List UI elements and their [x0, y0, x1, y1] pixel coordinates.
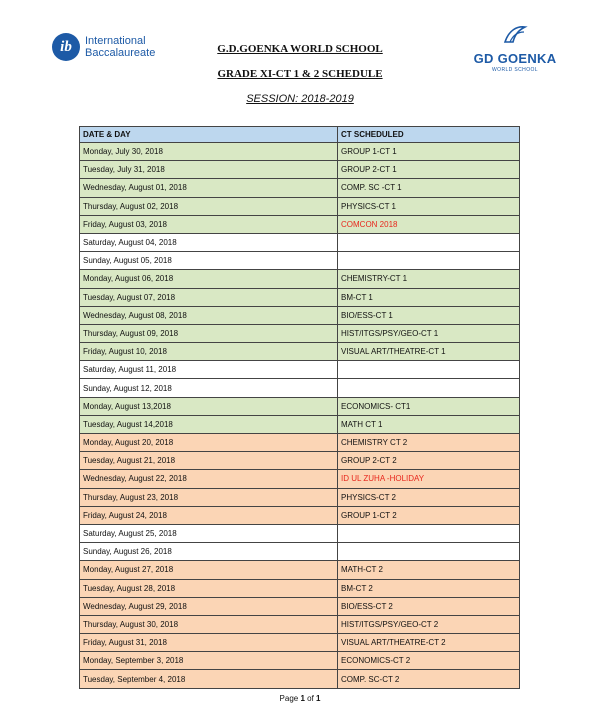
date-cell: Saturday, August 04, 2018: [80, 233, 338, 251]
date-cell: Saturday, August 11, 2018: [80, 361, 338, 379]
date-cell: Monday, August 27, 2018: [80, 561, 338, 579]
date-cell: Tuesday, August 21, 2018: [80, 452, 338, 470]
table-row: [80, 670, 520, 688]
date-cell: Friday, August 24, 2018: [80, 506, 338, 524]
date-cell: Monday, July 30, 2018: [80, 143, 338, 161]
ct-cell: CHEMISTRY-CT 1: [338, 270, 520, 288]
ct-cell: BIO/ESS-CT 1: [338, 306, 520, 324]
ct-cell: COMCON 2018: [338, 215, 520, 233]
date-cell: Wednesday, August 22, 2018: [80, 470, 338, 488]
ct-cell: MATH-CT 2: [338, 561, 520, 579]
date-cell: Monday, August 06, 2018: [80, 270, 338, 288]
ib-logo-line2: Baccalaureate: [85, 47, 156, 59]
ib-logo: [52, 33, 155, 61]
date-cell: Wednesday, August 01, 2018: [80, 179, 338, 197]
ct-cell: [338, 233, 520, 251]
ct-cell: PHYSICS-CT 2: [338, 488, 520, 506]
table-row: [80, 233, 520, 251]
date-cell: Friday, August 10, 2018: [80, 343, 338, 361]
table-row: [80, 543, 520, 561]
date-cell: Thursday, August 30, 2018: [80, 615, 338, 633]
ct-cell: HIST/ITGS/PSY/GEO-CT 1: [338, 324, 520, 342]
table-row: [80, 288, 520, 306]
ct-cell: ECONOMICS-CT 2: [338, 652, 520, 670]
date-cell: Sunday, August 26, 2018: [80, 543, 338, 561]
date-cell: Wednesday, August 08, 2018: [80, 306, 338, 324]
session-label: SESSION: 2018-2019: [246, 93, 354, 105]
table-row: [80, 506, 520, 524]
date-cell: Friday, August 31, 2018: [80, 634, 338, 652]
column-header-date: DATE & DAY: [80, 127, 338, 143]
table-row: [80, 197, 520, 215]
ct-cell: BM-CT 2: [338, 579, 520, 597]
ct-cell: [338, 252, 520, 270]
footer-current-page: 1: [300, 694, 305, 703]
ct-cell: GROUP 1-CT 1: [338, 143, 520, 161]
table-row: [80, 306, 520, 324]
ct-cell: [338, 379, 520, 397]
ct-cell: BIO/ESS-CT 2: [338, 597, 520, 615]
table-row: [80, 143, 520, 161]
date-cell: Saturday, August 25, 2018: [80, 524, 338, 542]
date-cell: Monday, August 13,2018: [80, 397, 338, 415]
gd-logo-subtitle: WORLD SCHOOL: [492, 67, 538, 73]
ct-cell: [338, 524, 520, 542]
date-cell: Tuesday, August 07, 2018: [80, 288, 338, 306]
gd-goenka-logo: [470, 24, 560, 73]
schedule-table: [79, 126, 520, 689]
date-cell: Sunday, August 12, 2018: [80, 379, 338, 397]
ct-cell: CHEMISTRY CT 2: [338, 434, 520, 452]
ct-cell: PHYSICS-CT 1: [338, 197, 520, 215]
table-row: [80, 615, 520, 633]
date-cell: Monday, September 3, 2018: [80, 652, 338, 670]
school-name: G.D.GOENKA WORLD SCHOOL: [217, 43, 383, 55]
date-cell: Monday, August 20, 2018: [80, 434, 338, 452]
date-cell: Tuesday, July 31, 2018: [80, 161, 338, 179]
ct-cell: [338, 361, 520, 379]
footer-total-pages: 1: [316, 694, 321, 703]
table-row: [80, 343, 520, 361]
column-header-ct: CT SCHEDULED: [338, 127, 520, 143]
date-cell: Thursday, August 23, 2018: [80, 488, 338, 506]
gd-logo-name: GD GOENKA: [473, 51, 557, 66]
date-cell: Wednesday, August 29, 2018: [80, 597, 338, 615]
ct-cell: ID UL ZUHA -HOLIDAY: [338, 470, 520, 488]
table-header-row: [80, 127, 520, 143]
table-row: [80, 470, 520, 488]
ct-cell: GROUP 2-CT 1: [338, 161, 520, 179]
ct-cell: HIST/ITGS/PSY/GEO-CT 2: [338, 615, 520, 633]
ct-cell: BM-CT 1: [338, 288, 520, 306]
schedule-title: GRADE XI-CT 1 & 2 SCHEDULE: [217, 68, 383, 80]
table-row: [80, 452, 520, 470]
table-row: [80, 324, 520, 342]
ct-cell: VISUAL ART/THEATRE-CT 1: [338, 343, 520, 361]
table-row: [80, 379, 520, 397]
table-row: [80, 579, 520, 597]
ct-cell: GROUP 1-CT 2: [338, 506, 520, 524]
ib-logo-icon: ib: [52, 33, 80, 61]
date-cell: Tuesday, September 4, 2018: [80, 670, 338, 688]
footer-of: of: [304, 694, 317, 703]
table-row: [80, 634, 520, 652]
table-row: [80, 434, 520, 452]
table-row: [80, 361, 520, 379]
date-cell: Friday, August 03, 2018: [80, 215, 338, 233]
table-row: [80, 597, 520, 615]
ct-cell: ECONOMICS- CT1: [338, 397, 520, 415]
table-row: [80, 652, 520, 670]
table-row: [80, 524, 520, 542]
date-cell: Thursday, August 09, 2018: [80, 324, 338, 342]
ct-cell: COMP. SC-CT 2: [338, 670, 520, 688]
footer-prefix: Page: [279, 694, 301, 703]
date-cell: Thursday, August 02, 2018: [80, 197, 338, 215]
bird-icon: [501, 24, 529, 46]
date-cell: Sunday, August 05, 2018: [80, 252, 338, 270]
table-row: [80, 397, 520, 415]
table-row: [80, 161, 520, 179]
date-cell: Tuesday, August 14,2018: [80, 415, 338, 433]
schedule-table-body: [80, 143, 520, 689]
ct-cell: VISUAL ART/THEATRE-CT 2: [338, 634, 520, 652]
table-row: [80, 415, 520, 433]
date-cell: Tuesday, August 28, 2018: [80, 579, 338, 597]
ct-cell: COMP. SC -CT 1: [338, 179, 520, 197]
table-row: [80, 270, 520, 288]
table-row: [80, 215, 520, 233]
table-row: [80, 179, 520, 197]
ct-cell: GROUP 2-CT 2: [338, 452, 520, 470]
table-row: [80, 561, 520, 579]
ct-cell: MATH CT 1: [338, 415, 520, 433]
page-footer: [0, 694, 600, 703]
table-row: [80, 252, 520, 270]
ib-logo-text: [85, 35, 155, 59]
ct-cell: [338, 543, 520, 561]
ib-logo-line1: International: [85, 35, 146, 47]
table-row: [80, 488, 520, 506]
